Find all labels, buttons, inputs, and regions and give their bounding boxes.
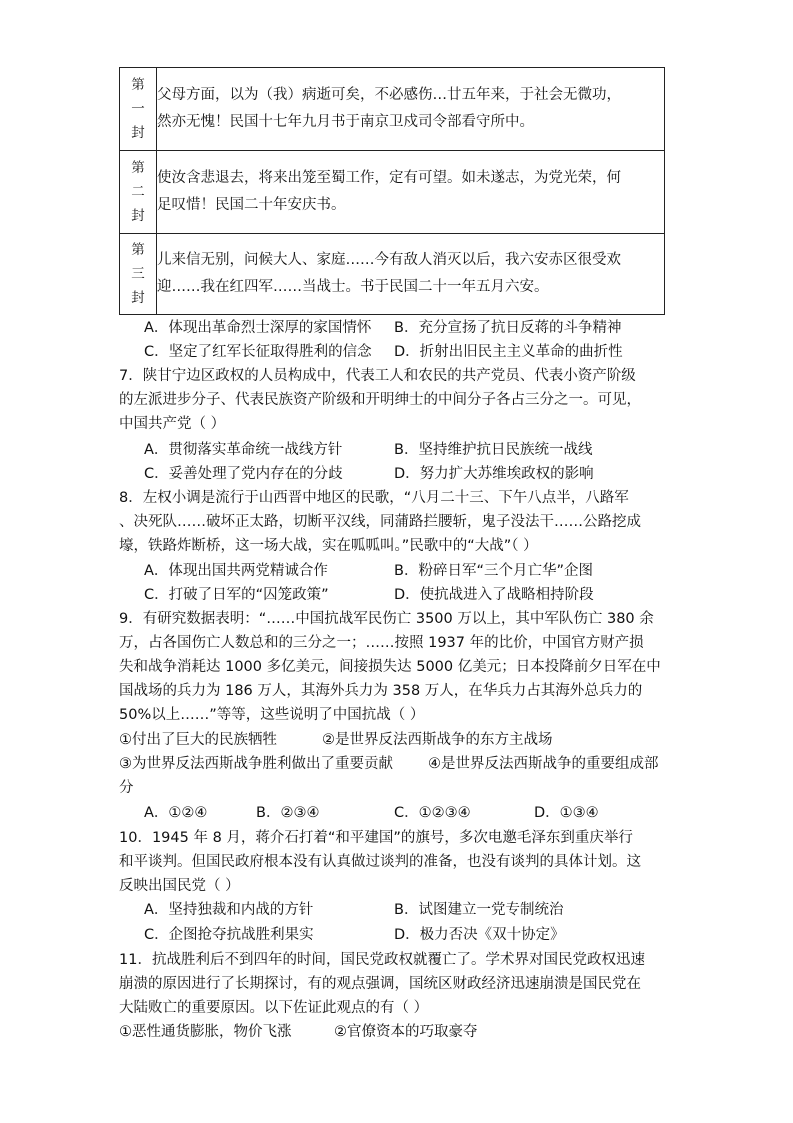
- letter-line: 迎……我在红四军……当战士。书于民国二十一年五月六安。: [157, 279, 549, 295]
- letter-text-2: [157, 151, 665, 234]
- q9-statement-4-cont: 分: [119, 780, 134, 796]
- q11-stem-line-1: 11．抗战胜利后不到四年的时间，国民党政权就覆亡了。学术界对国民党政权迅速: [119, 952, 645, 968]
- q10-stem-line-1: 10．1945 年 8 月，蒋介石打着“和平建国”的旗号，多次电邀毛泽东到重庆举行: [119, 830, 633, 846]
- letter-line: 使汝含悲退去，将来出笼至蜀工作，定有可望。如未遂志，为党光荣，何: [157, 170, 621, 186]
- q11-statement-2: ②官僚资本的巧取豪夺: [334, 1024, 478, 1040]
- q7-option-a: A．贯彻落实革命统一战线方针: [144, 442, 343, 458]
- q10-stem-line-3: 反映出国民党（ ）: [119, 878, 240, 894]
- letter-text-3: [157, 234, 665, 315]
- q10-option-c: C．企图抢夺抗战胜利果实: [144, 927, 314, 943]
- label-char: 一: [131, 101, 145, 117]
- q8-option-b: B．粉碎日军“三个月亡华”企图: [394, 563, 593, 579]
- q9-stem-line-4: 国战场的兵力为 186 万人，其海外兵力为 358 万人，在华兵力占其海外总兵力的: [119, 683, 643, 699]
- letter-line: 儿来信无别，问候大人、家庭……今有敌人消灭以后，我六安赤区很受欢: [157, 252, 621, 268]
- q9-statement-3: ③为世界反法西斯战争胜利做出了重要贡献: [119, 756, 393, 772]
- q7-stem-line-3: 中国共产党（ ）: [119, 416, 226, 432]
- q8-stem-line-1: 8．左权小调是流行于山西晋中地区的民歌，“八月二十三、下午八点半，八路军: [119, 490, 629, 506]
- q10-option-d: D．极力否决《双十协定》: [394, 927, 565, 943]
- q9-stem-line-1: 9．有研究数据表明：“……中国抗战军民伤亡 3500 万以上，其中军队伤亡 380 余: [119, 611, 654, 627]
- letter-line: 然亦无愧！民国十七年九月书于南京卫戍司令部看守所中。: [157, 114, 534, 130]
- q9-statement-1: ①付出了巨大的民族牺牲: [119, 732, 277, 748]
- letter-label-2: [120, 151, 157, 234]
- letter-line: 足叹惜！民国二十年安庆书。: [157, 197, 346, 213]
- letters-table: [119, 67, 665, 315]
- label-char: 二: [131, 184, 145, 200]
- q9-option-d: D．①③④: [534, 805, 599, 821]
- q7-stem-line-2: 的左派进步分子、代表民族资产阶级和开明绅士的中间分子各占三分之一。可见，: [119, 392, 641, 408]
- q9-stem-line-5: 50%以上……”等等，这些说明了中国抗战（ ）: [119, 707, 425, 723]
- q11-statement-1: ①恶性通货膨胀，物价飞涨: [119, 1024, 292, 1040]
- q6-option-c: C．坚定了红军长征取得胜利的信念: [144, 344, 372, 360]
- q6-option-d: D．折射出旧民主主义革命的曲折性: [394, 344, 623, 360]
- q8-stem-line-3: 壕，铁路炸断桥，这一场大战，实在呱呱叫。”民歌中的“大战”（ ）: [119, 538, 538, 554]
- q7-option-d: D．努力扩大苏维埃政权的影响: [394, 466, 594, 482]
- label-char: 封: [131, 290, 145, 306]
- q6-option-a: A．体现出革命烈士深厚的家国情怀: [144, 320, 372, 336]
- label-char: 第: [131, 242, 145, 258]
- letter-row-2: [120, 151, 665, 234]
- q11-stem-line-3: 大陆败亡的重要原因。以下佐证此观点的有（ ）: [119, 1000, 429, 1016]
- q8-stem-line-2: 、决死队……破坏正太路，切断平汉线，同蒲路拦腰斩，鬼子没法干……公路挖成: [119, 514, 641, 530]
- q9-statement-4: ④是世界反法西斯战争的重要组成部: [428, 756, 659, 772]
- letter-line: 父母方面，以为（我）病逝可矣，不必感伤…廿五年来，于社会无微功，: [157, 87, 621, 103]
- letter-label-3: [120, 234, 157, 315]
- q8-option-d: D．使抗战进入了战略相持阶段: [394, 587, 594, 603]
- q10-option-b: B．试图建立一党专制统治: [394, 902, 564, 918]
- q9-option-b: B．②③④: [256, 805, 320, 821]
- q6-option-b: B．充分宣扬了抗日反蒋的斗争精神: [394, 320, 622, 336]
- q7-option-c: C．妥善处理了党内存在的分歧: [144, 466, 343, 482]
- q9-stem-line-3: 失和战争消耗达 1000 多亿美元，间接损失达 5000 亿美元；日本投降前夕日军在中: [119, 659, 661, 675]
- q8-option-c: C．打破了日军的“囚笼政策”: [144, 587, 329, 603]
- letter-text-1: [157, 68, 665, 151]
- letter-row-1: [120, 68, 665, 151]
- label-char: 第: [131, 160, 145, 176]
- q11-stem-line-2: 崩溃的原因进行了长期探讨，有的观点强调，国统区财政经济迅速崩溃是国民党在: [119, 976, 641, 992]
- q7-stem-line-1: 7．陕甘宁边区政权的人员构成中，代表工人和农民的共产党员、代表小资产阶级: [119, 368, 636, 384]
- q9-option-c: C．①②③④: [394, 805, 471, 821]
- letter-label-1: [120, 68, 157, 151]
- q9-statement-2: ②是世界反法西斯战争的东方主战场: [322, 732, 553, 748]
- q9-option-a: A．①②④: [144, 805, 208, 821]
- q9-stem-line-2: 万，占各国伤亡人数总和的三分之一；……按照 1937 年的比价，中国官方财产损: [119, 635, 644, 651]
- letter-row-3: [120, 234, 665, 315]
- label-char: 三: [131, 266, 145, 282]
- q10-option-a: A．坚持独裁和内战的方针: [144, 902, 314, 918]
- label-char: 封: [131, 125, 145, 141]
- label-char: 封: [131, 208, 145, 224]
- q8-option-a: A．体现出国共两党精诚合作: [144, 563, 328, 579]
- label-char: 第: [131, 77, 145, 93]
- q10-stem-line-2: 和平谈判。但国民政府根本没有认真做过谈判的准备，也没有谈判的具体计划。这: [119, 854, 641, 870]
- q7-option-b: B．坚持维护抗日民族统一战线: [394, 442, 593, 458]
